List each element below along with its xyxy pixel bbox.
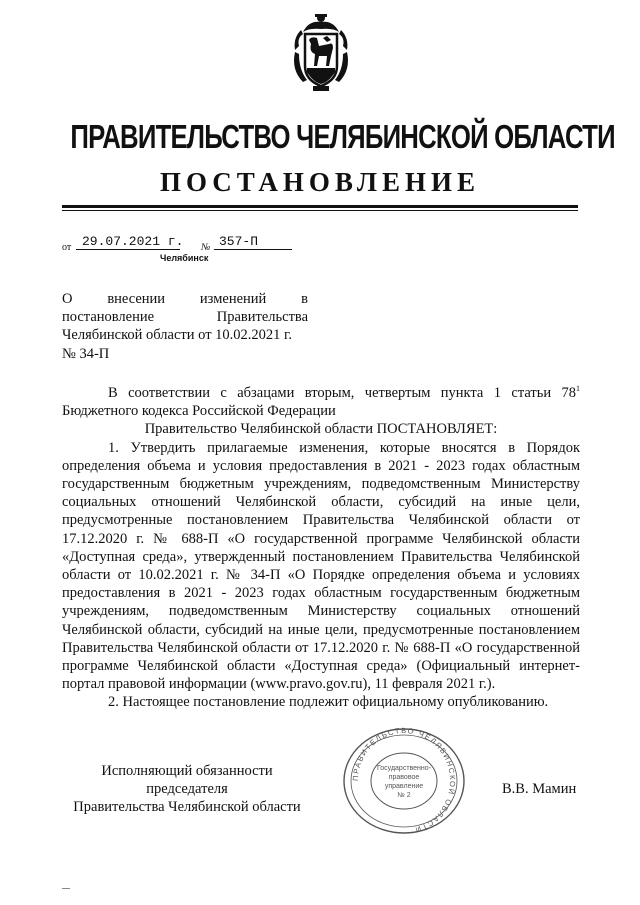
date-prefix-label: от [62, 242, 72, 253]
number-prefix-label: № [201, 242, 211, 253]
signatory-name: В.В. Мамин [502, 781, 577, 797]
stamp-center-line: Государственно- [376, 765, 432, 772]
resolution-clause: Правительство Челябинской области ПОСТАНОВЛЯЕТ: [144, 421, 498, 438]
stamp-center-line: правовое [388, 774, 420, 781]
page-mark [62, 888, 70, 889]
document-body [62, 384, 580, 712]
document-subject [62, 290, 308, 363]
number-underline [214, 249, 292, 250]
signatory-title-line: Исполняющий обязанности председателя [101, 763, 273, 798]
body-intro-end: Бюджетного кодекса Российской Федерации [62, 403, 336, 420]
date-underline [76, 249, 180, 250]
subject-line: О внесении изменений в [62, 291, 308, 307]
document-date: 29.07.2021 г. [82, 234, 184, 249]
document-number: 357-П [219, 234, 259, 249]
government-title: ПРАВИТЕЛЬСТВО ЧЕЛЯБИНСКОЙ ОБЛАСТИ [70, 118, 615, 155]
stamp-center-line: управление [384, 783, 424, 790]
header-rule-thin [62, 210, 578, 211]
signatory-title [62, 762, 312, 817]
stamp-center-line: № 2 [397, 792, 411, 799]
document-type: ПОСТАНОВЛЕНИЕ [159, 167, 481, 197]
coat-of-arms-emblem [289, 10, 353, 94]
body-item-1: 1. Утвердить прилагаемые изменения, которые вносятся в Порядок определения объема и условия предоставления в 2021 - 2023 годах областным государственным бюджетным учреждениям, подведомственным Министерству социальных отношений Челябинской области, субсидий на иные цели, предусмотренные постановлением Правительства Челябинской области от 17.12.2020 г. № 688-П «О государственной программе Челябинской области «Доступная среда», утвержденный постановлением Правительства Челябинской области от 10.02.2021 г. № 34-П «О Порядке определения объема и условиях предоставления в 2021 - 2023 годах областным государственным бюджетным учреждениям, подведомственным Министерству социальных отношений Челябинской области, субсидий на иные цели, предусмотренные постановлением Правительства Челябинской области от 17.12.2020 г. № 688-П «О государственной программе Челябинской области «Доступная среда» (Официальный интернет-портал правовой информации (www.pravo.gov.ru), 11 февраля 2021 г.). [62, 439, 580, 693]
subject-line: Челябинской области от 10.02.2021 г. [62, 327, 292, 344]
body-intro [62, 384, 580, 402]
stamp-ring-text: ПРАВИТЕЛЬСТВО ЧЕЛЯБИНСКОЙ ОБЛАСТИ [350, 726, 458, 835]
official-stamp [340, 726, 468, 836]
article-superscript: 1 [576, 384, 580, 393]
signatory-title-line: Правительства Челябинской области [73, 799, 301, 816]
subject-line: постановление Правительства [62, 309, 308, 326]
header-rule-thick [62, 205, 578, 208]
body-item-2: 2. Настоящее постановление подлежит официальному опубликованию. [108, 694, 549, 711]
body-intro-text: В соответствии с абзацами вторым, четвертым пункта 1 статьи 78 [108, 385, 576, 401]
city-label: Челябинск [160, 253, 209, 263]
subject-line: № 34-П [62, 345, 110, 362]
